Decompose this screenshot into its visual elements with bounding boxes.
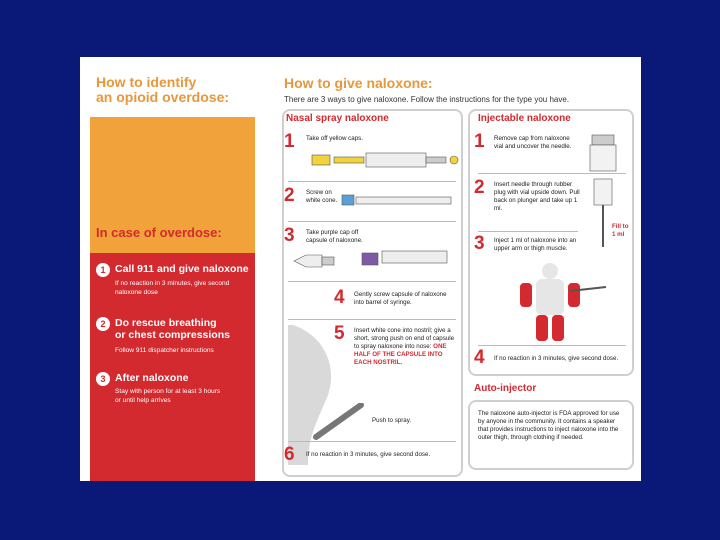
step-body: Follow 911 dispatcher instructions — [115, 347, 214, 354]
step-body: If no reaction in 3 minutes, give second naloxone dose — [115, 280, 230, 296]
nasal-step-text: If no reaction in 3 minutes, give second dose. — [306, 451, 431, 458]
injectable-step-text: Insert needle through rubber plug with vial upside down. Pull back on plunger and take up 1 ml. — [494, 181, 580, 212]
injectable-step-number: 4 — [474, 347, 485, 368]
injectable-step-number: 1 — [474, 131, 485, 152]
nasal-capsule-illustration — [292, 243, 457, 279]
fill-label-line1: Fill to — [612, 223, 629, 230]
step-title-line1: Do rescue breathing — [115, 317, 217, 329]
identify-title-line1: How to identify — [96, 74, 197, 90]
fill-label — [612, 223, 629, 239]
nasal-step-number: 2 — [284, 185, 295, 206]
auto-title: Auto-injector — [474, 383, 537, 394]
nasal-step-text: Take off yellow caps. — [306, 135, 363, 142]
nasal-step-text: Screw on white cone. — [306, 189, 338, 204]
step-title: Call 911 and give naloxone — [115, 263, 249, 275]
nasal-step-number: 5 — [334, 323, 345, 344]
nasal-step-number: 4 — [334, 287, 345, 308]
give-subtitle: There are 3 ways to give naloxone. Follow the instructions for the type you have. — [284, 95, 570, 104]
vial-illustration — [586, 129, 628, 173]
step-title: After naloxone — [115, 372, 189, 384]
nasal-step-number: 1 — [284, 131, 295, 152]
nasal-step-text — [354, 327, 458, 367]
injectable-step-text: Inject 1 ml of naloxone into an upper arm or thigh muscle. — [494, 237, 577, 252]
injectable-step-number: 2 — [474, 177, 485, 198]
nasal-step-text-body: Insert white cone into nostril; give a short, strong push on end of capsule to spray naloxone into nose: — [354, 327, 455, 350]
step-number: 3 — [96, 372, 110, 386]
nasal-step-number: 3 — [284, 225, 295, 246]
injectable-step-text: Remove cap from naloxone vial and uncover the needle. — [494, 135, 572, 150]
injectable-step-number: 3 — [474, 233, 485, 254]
overdose-title: In case of overdose: — [96, 225, 222, 240]
auto-text: The naloxone auto-injector is FDA approved for use by anyone in the community. It contains a speaker that provides instructions to inject naloxone into the outer thigh, through clothing if needed. — [478, 410, 620, 441]
step-number: 2 — [96, 317, 110, 331]
naloxone-infographic — [80, 57, 641, 481]
face-profile-illustration — [288, 325, 348, 465]
step-title — [115, 317, 230, 341]
nasal-emphasis: ONE HALF OF THE CAPSULE INTO EACH NOSTRIL. — [354, 343, 447, 366]
nasal-step-number: 6 — [284, 444, 295, 465]
auto-panel — [468, 400, 634, 470]
nasal-device-in-nose-illustration — [306, 403, 366, 443]
identify-title-line2: an opioid overdose: — [96, 89, 230, 105]
nasal-panel — [282, 109, 463, 477]
nasal-syringe-illustration — [304, 143, 459, 177]
nasal-step-text: Take purple cap off capsule of naloxone. — [306, 229, 363, 244]
push-label: Push to spray. — [372, 417, 412, 424]
identify-title — [96, 75, 229, 105]
step-body: Stay with person for at least 3 hours or until help arrives — [115, 388, 221, 404]
body-injection-sites-illustration — [500, 261, 610, 341]
nasal-title: Nasal spray naloxone — [286, 113, 389, 124]
injectable-step-text: If no reaction in 3 minutes, give second dose. — [494, 355, 619, 362]
injectable-panel — [468, 109, 634, 376]
injectable-title: Injectable naloxone — [478, 113, 571, 124]
step-number: 1 — [96, 263, 110, 277]
give-title: How to give naloxone: — [284, 75, 433, 91]
nasal-cone-illustration — [340, 189, 458, 213]
step-title-line2: or chest compressions — [115, 329, 230, 341]
nasal-step-text: Gently screw capsule of naloxone into barrel of syringe. — [354, 291, 447, 306]
fill-label-line2: 1 ml — [612, 231, 625, 238]
overdose-box — [90, 253, 255, 481]
